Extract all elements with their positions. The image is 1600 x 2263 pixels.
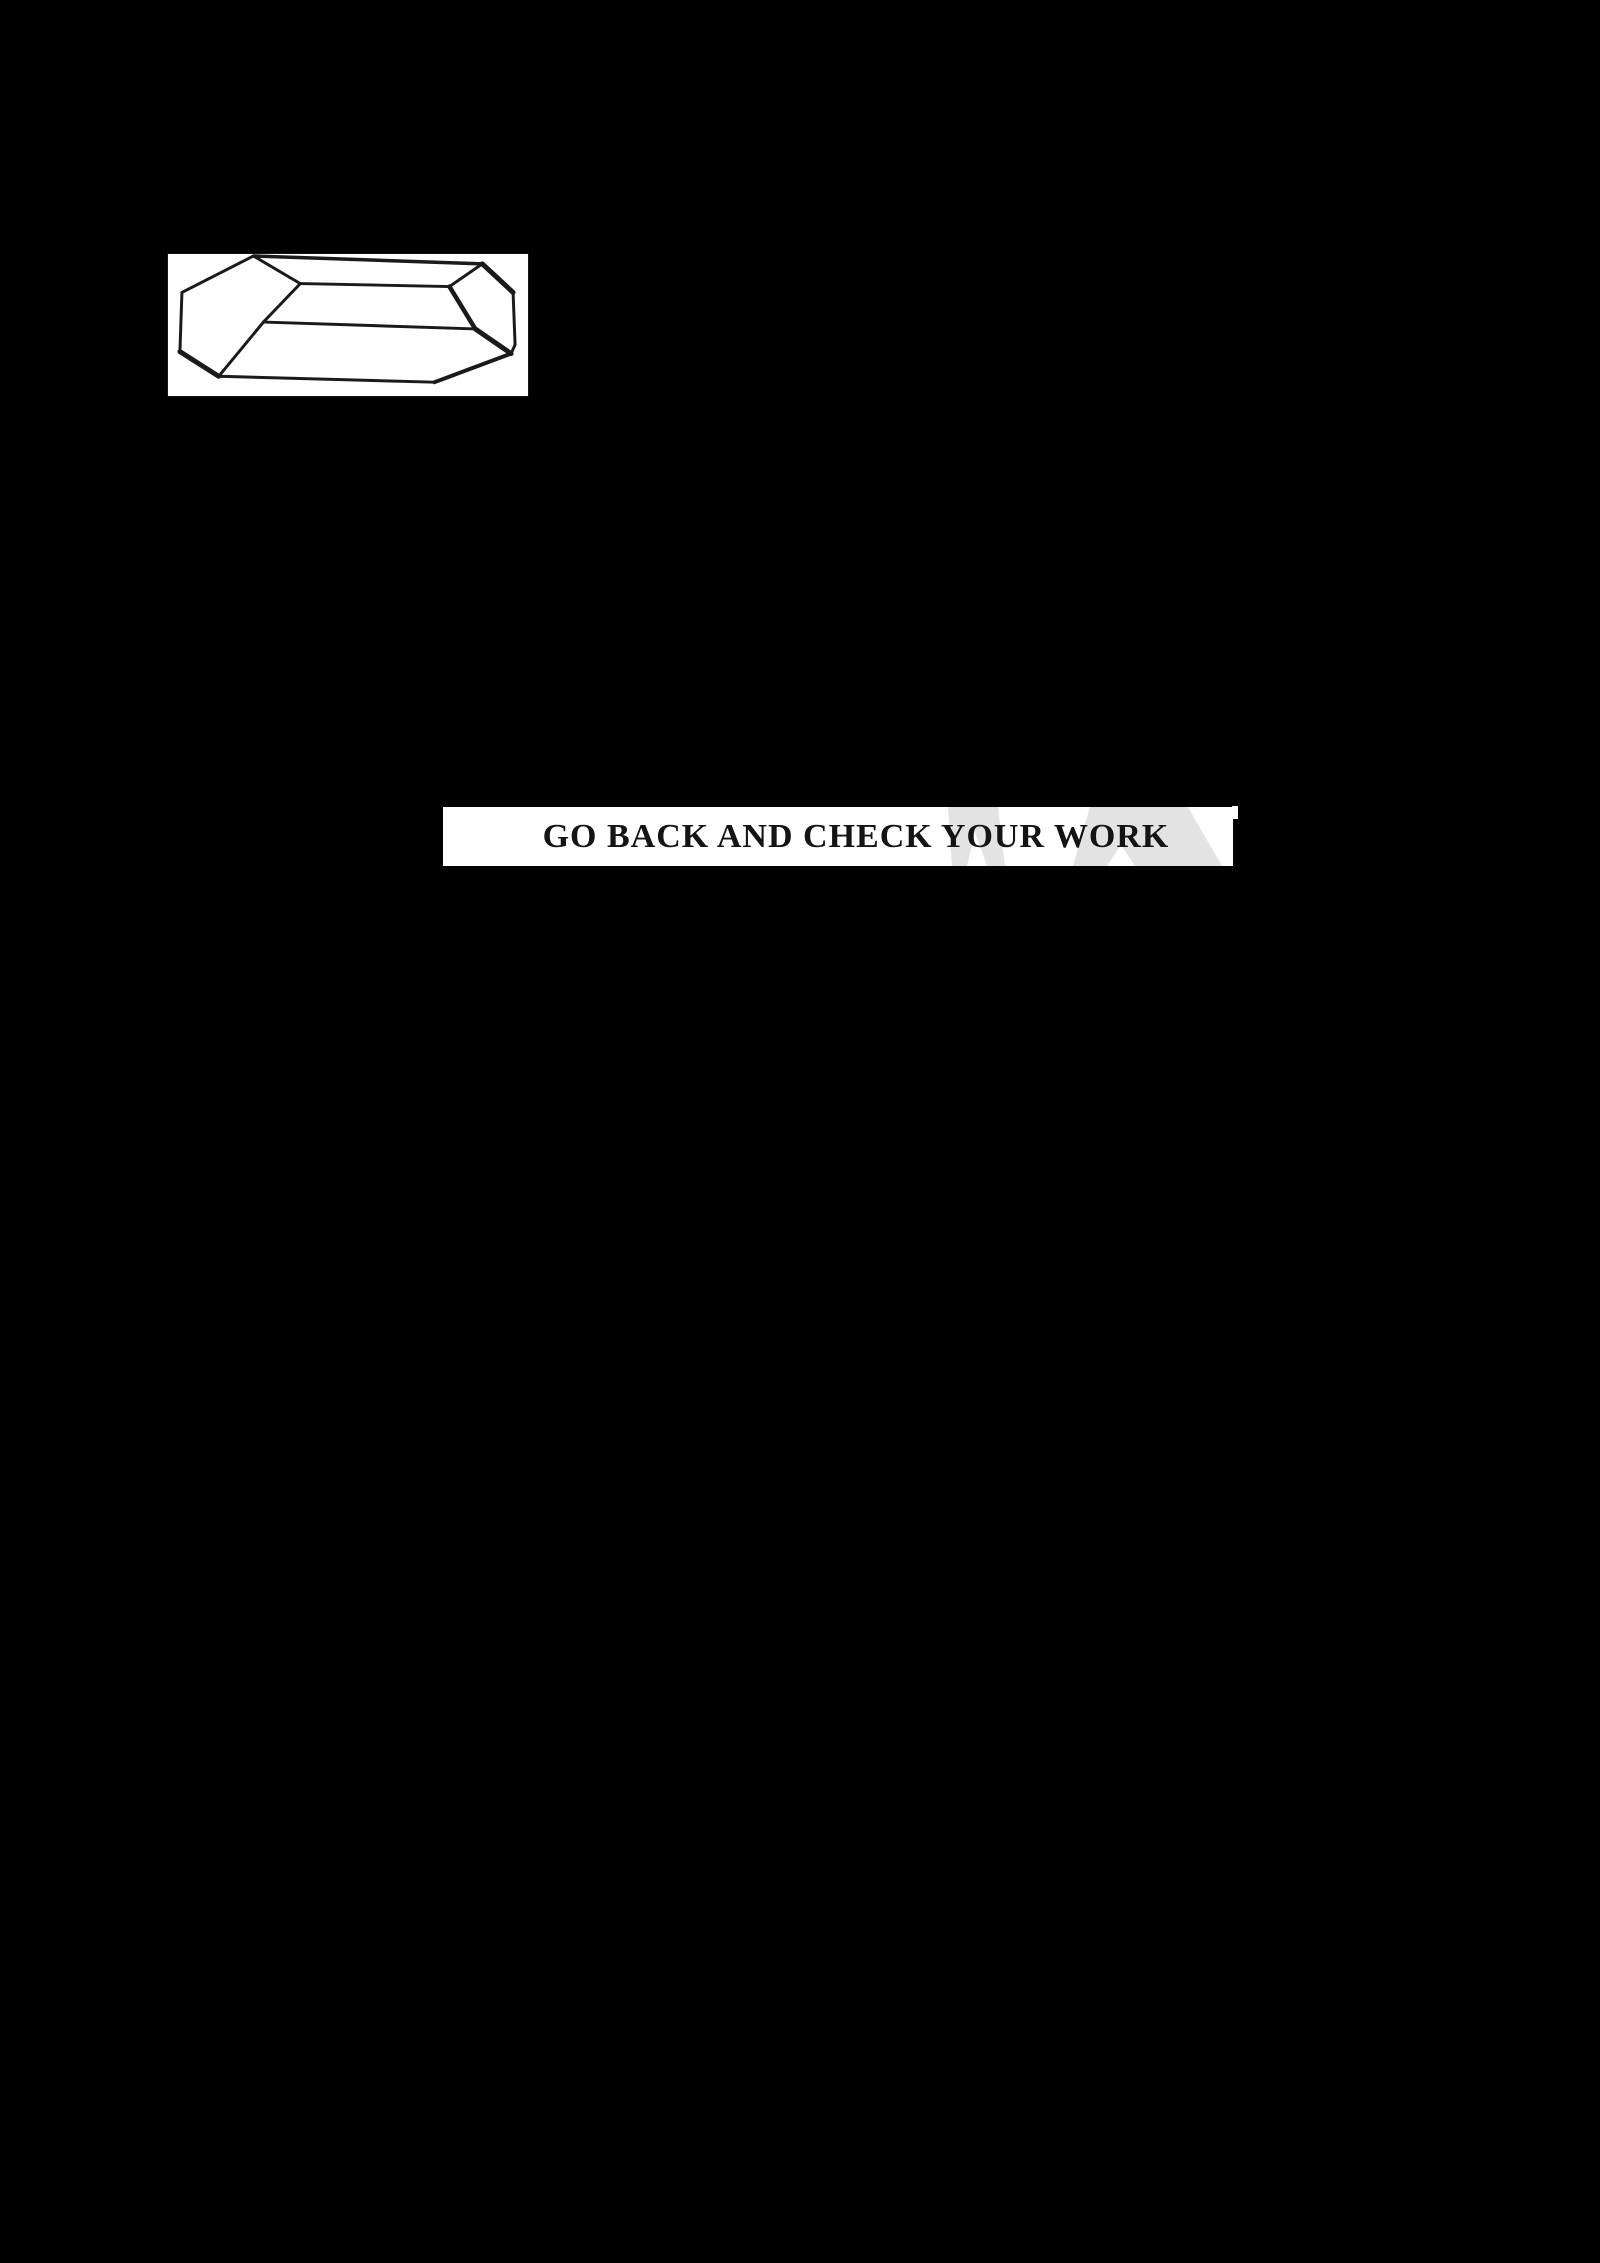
check-work-banner (443, 807, 1233, 866)
banner-corner-artifact (1232, 806, 1238, 819)
hexagonal-prism-sketch (168, 254, 528, 396)
figure-box (167, 253, 529, 397)
banner-text: GO BACK AND CHECK YOUR WORK (542, 817, 1170, 855)
